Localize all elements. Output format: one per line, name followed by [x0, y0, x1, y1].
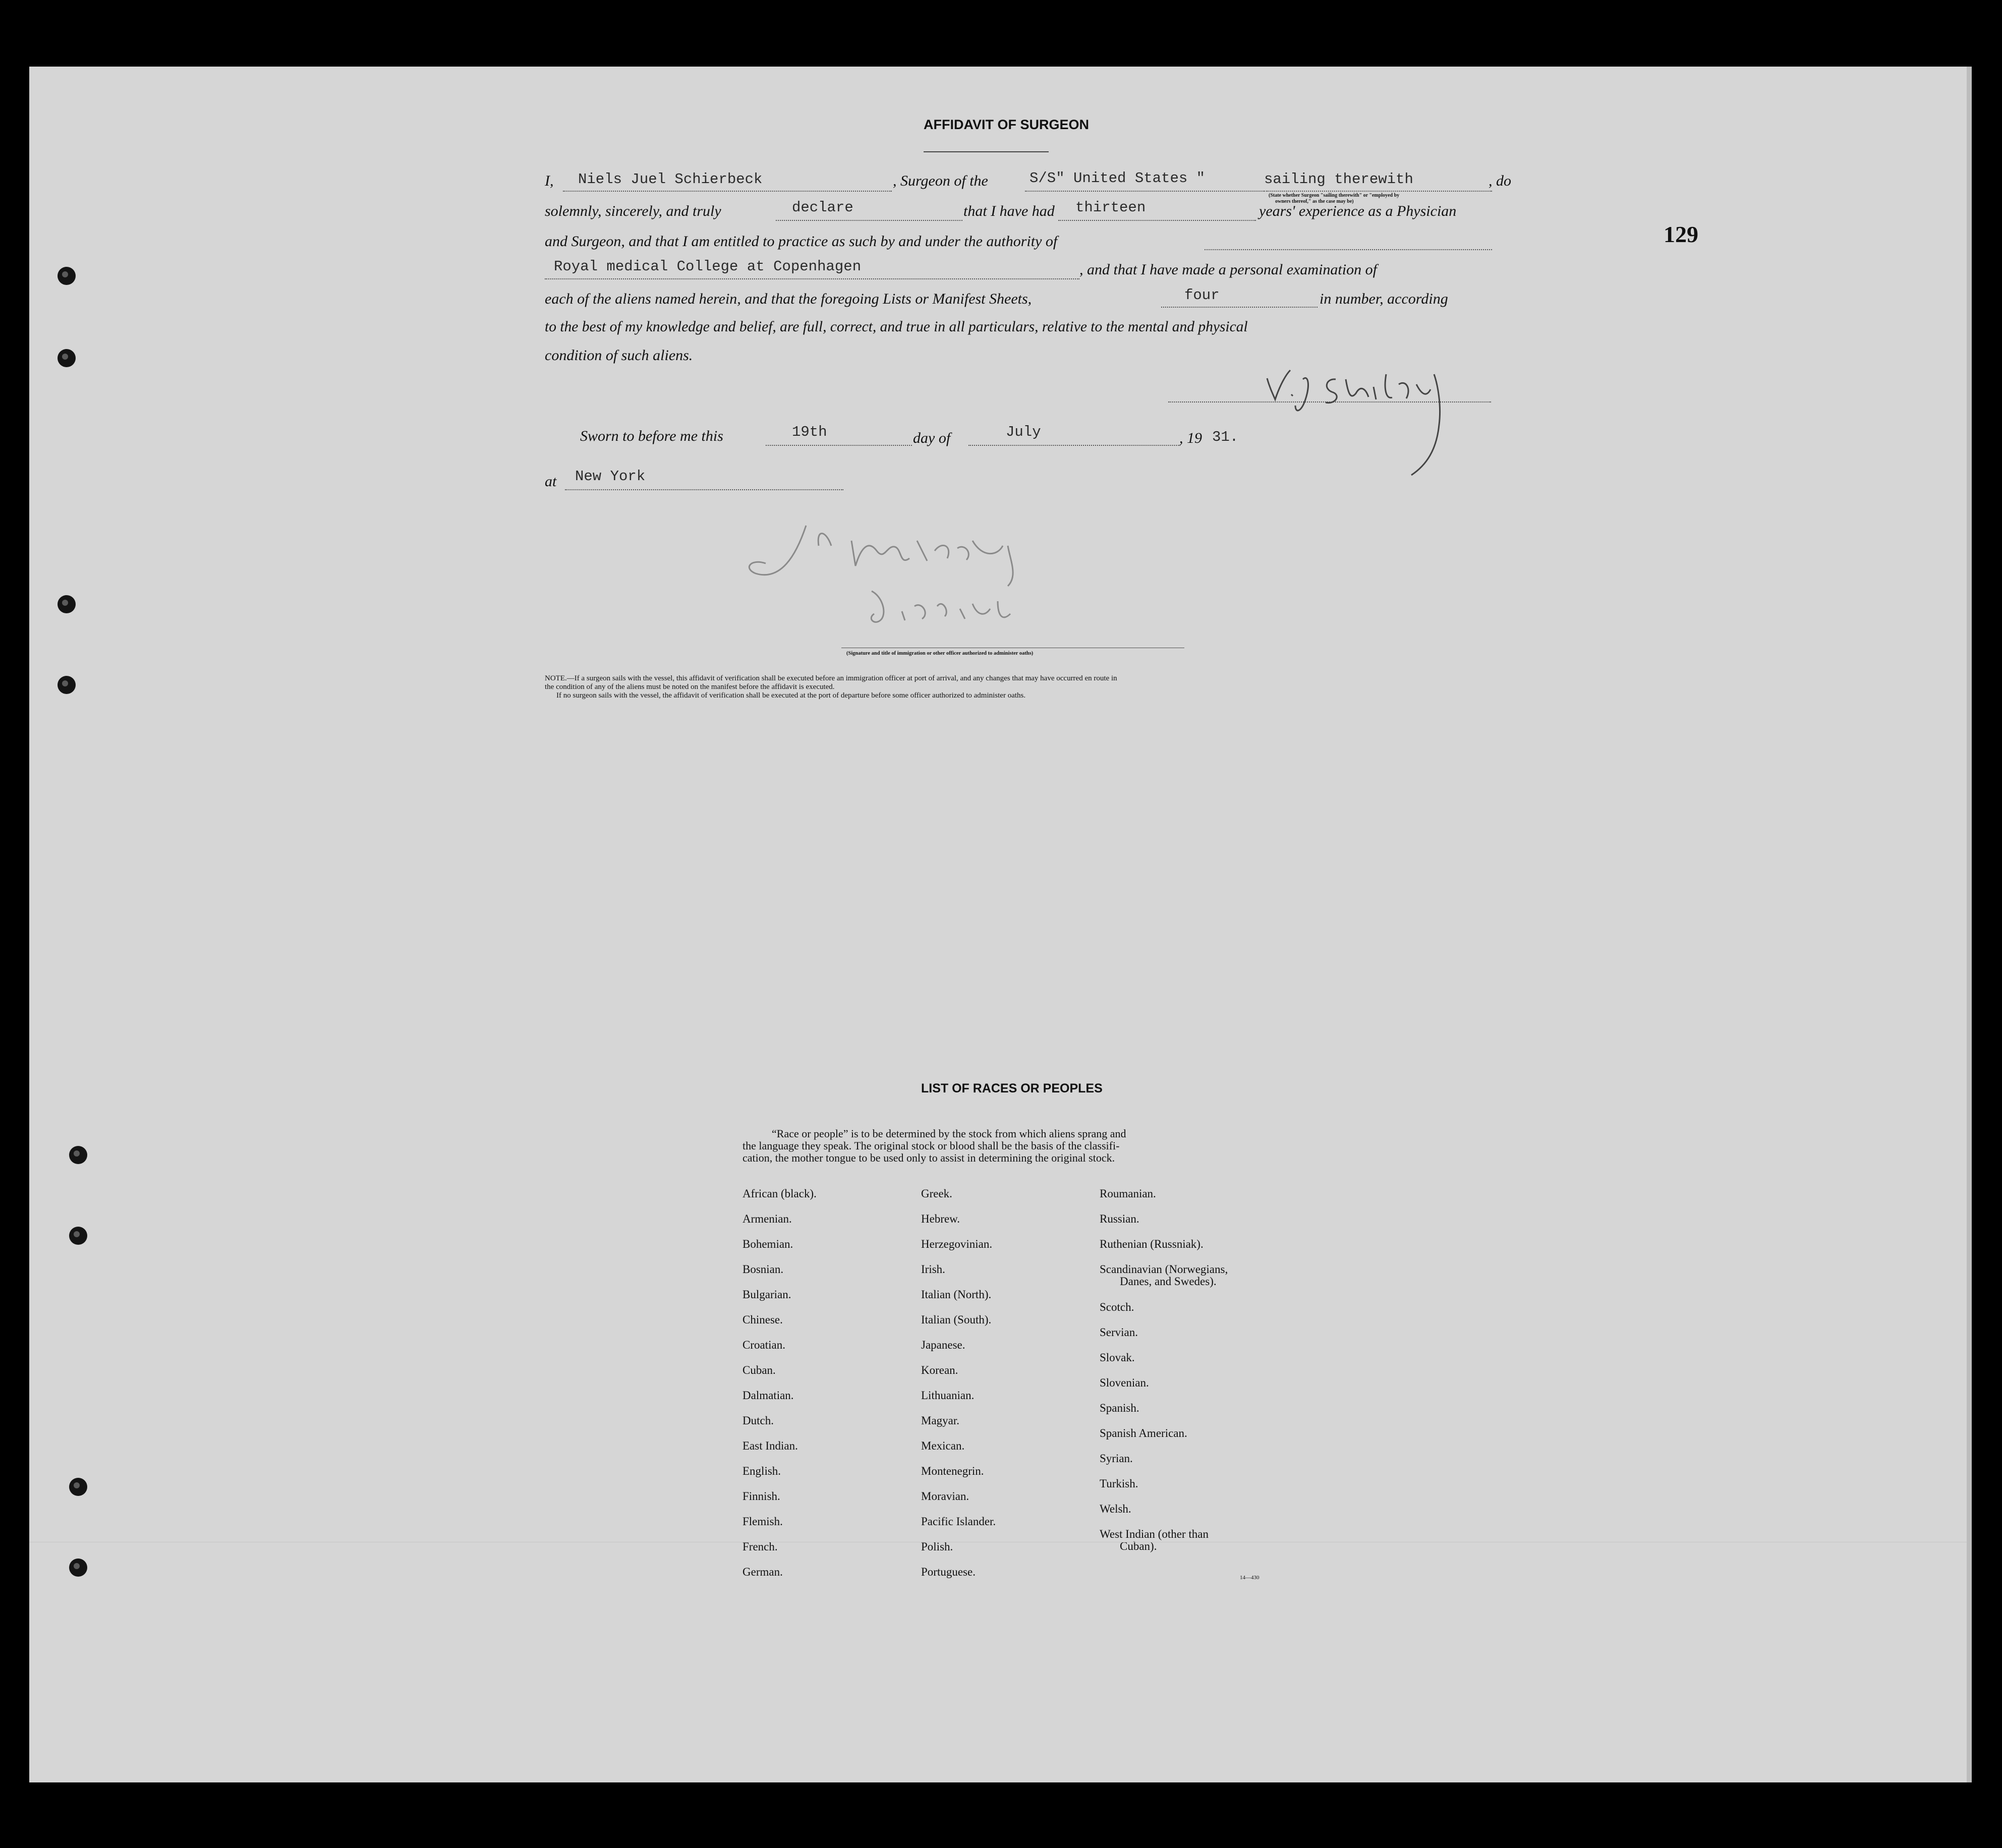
- years-count: thirteen: [1075, 199, 1146, 216]
- race-item: Moravian.: [921, 1490, 969, 1503]
- authority: Royal medical College at Copenhagen: [554, 258, 862, 275]
- race-item: Irish.: [921, 1263, 945, 1276]
- vessel-blank: [1025, 191, 1265, 192]
- race-item: Danes, and Swedes).: [1120, 1275, 1217, 1288]
- race-item: Ruthenian (Russniak).: [1100, 1238, 1204, 1250]
- affidavit-note-1: NOTE.—If a surgeon sails with the vessel, this affidavit of verification shall be executed before an immigration officer at port of arrival, and any changes that may have occurred en route in: [545, 674, 1117, 682]
- sworn-month-blank: [968, 445, 1180, 446]
- punch-hole: [69, 1146, 87, 1164]
- race-item: Welsh.: [1100, 1503, 1131, 1515]
- race-item: Korean.: [921, 1364, 958, 1376]
- punch-hole: [69, 1478, 87, 1496]
- race-item: Japanese.: [921, 1339, 965, 1351]
- sworn-day-blank: [766, 445, 912, 446]
- race-item: English.: [742, 1465, 781, 1477]
- vessel-name: S/S" United States ": [1029, 170, 1206, 187]
- race-item: Dutch.: [742, 1414, 774, 1427]
- race-item: Bulgarian.: [742, 1288, 791, 1301]
- race-item: Portuguese.: [921, 1566, 976, 1578]
- sworn-place-blank: [565, 489, 843, 490]
- race-item: Syrian.: [1100, 1452, 1133, 1465]
- races-intro: the language they speak. The original stock or blood shall be the basis of the classifi-: [742, 1139, 1120, 1152]
- race-item: Magyar.: [921, 1414, 960, 1427]
- race-item: Spanish American.: [1100, 1427, 1187, 1439]
- sheets-count: four: [1184, 287, 1220, 304]
- sworn-month: July: [1006, 424, 1041, 440]
- surgeon-name: Niels Juel Schierbeck: [578, 171, 763, 188]
- authority-blank-1: [1205, 249, 1492, 250]
- label-i: I,: [545, 172, 554, 189]
- title-underline: [924, 151, 1049, 152]
- race-item: Scandinavian (Norwegians,: [1100, 1263, 1228, 1276]
- declaration-blank: [776, 220, 962, 221]
- race-item: French.: [742, 1540, 778, 1553]
- label-years-exp: years' experience as a Physician: [1259, 203, 1457, 219]
- race-item: Hebrew.: [921, 1212, 960, 1225]
- form-code: 14—430: [1240, 1575, 1260, 1581]
- officer-caption: (Signature and title of immigration or other officer authorized to administer oaths): [846, 651, 1034, 656]
- races-title: LIST OF RACES OR PEOPLES: [921, 1081, 1103, 1095]
- affidavit-title: AFFIDAVIT OF SURGEON: [924, 117, 1089, 132]
- label-personal-exam: , and that I have made a personal examination of: [1079, 261, 1377, 278]
- label-year-prefix: , 19: [1179, 430, 1202, 446]
- label-each-alien: each of the aliens named herein, and that the foregoing Lists or Manifest Sheets,: [545, 291, 1032, 307]
- race-item: Italian (North).: [921, 1288, 992, 1301]
- punch-hole: [58, 676, 76, 694]
- race-item: Turkish.: [1100, 1477, 1138, 1490]
- race-item: Italian (South).: [921, 1313, 992, 1326]
- officer-signature: [735, 510, 1149, 662]
- race-item: Bohemian.: [742, 1238, 793, 1250]
- race-item: Cuban.: [742, 1364, 776, 1376]
- race-item: Spanish.: [1100, 1402, 1139, 1414]
- label-in-number: in number, according: [1320, 291, 1448, 307]
- label-have-had: that I have had: [963, 203, 1055, 219]
- sworn-place: New York: [575, 468, 646, 485]
- label-do: , do: [1489, 172, 1511, 189]
- race-item: Slovak.: [1100, 1351, 1135, 1364]
- race-item: Roumanian.: [1100, 1187, 1156, 1200]
- race-item: Greek.: [921, 1187, 952, 1200]
- race-item: Armenian.: [742, 1212, 792, 1225]
- label-and-surgeon: and Surgeon, and that I am entitled to practice as such by and under the authority of: [545, 233, 1058, 250]
- race-item: Polish.: [921, 1540, 953, 1553]
- race-item: Mexican.: [921, 1439, 965, 1452]
- affidavit-note-1b: the condition of any of the aliens must be noted on the manifest before the affidavit is executed.: [545, 683, 835, 691]
- label-solemnly: solemnly, sincerely, and truly: [545, 203, 721, 219]
- sailing-status: sailing therewith: [1264, 171, 1413, 188]
- race-item: Flemish.: [742, 1515, 783, 1528]
- sailing-blank: [1266, 191, 1492, 192]
- race-item: Croatian.: [742, 1339, 785, 1351]
- race-item: Montenegrin.: [921, 1465, 984, 1477]
- label-at: at: [545, 473, 557, 490]
- race-item: West Indian (other than: [1100, 1528, 1209, 1540]
- label-day-of: day of: [913, 430, 951, 446]
- label-condition: condition of such aliens.: [545, 347, 693, 364]
- race-item: Lithuanian.: [921, 1389, 975, 1402]
- sailing-note: owners thereof," as the case may be): [1275, 199, 1354, 204]
- races-intro: cation, the mother tongue to be used only to assist in determining the original stock.: [742, 1151, 1115, 1164]
- surgeon-name-blank: [563, 191, 892, 192]
- punch-hole: [58, 595, 76, 613]
- race-item: Servian.: [1100, 1326, 1138, 1339]
- race-item: Dalmatian.: [742, 1389, 794, 1402]
- race-item: Finnish.: [742, 1490, 780, 1503]
- race-item: Herzegovinian.: [921, 1238, 993, 1250]
- label-surgeon-of: , Surgeon of the: [893, 172, 988, 189]
- affidavit-note-2: If no surgeon sails with the vessel, the affidavit of verification shall be executed at the port of departure before some officer authorized to administer oaths.: [556, 691, 1026, 700]
- race-item: Scotch.: [1100, 1301, 1134, 1313]
- label-best-knowledge: to the best of my knowledge and belief, are full, correct, and true in all particulars, relative to the mental and physical: [545, 319, 1248, 335]
- declaration: declare: [792, 199, 853, 216]
- race-item: Slovenian.: [1100, 1376, 1149, 1389]
- punch-hole: [69, 1558, 87, 1577]
- punch-hole: [58, 349, 76, 367]
- race-item: African (black).: [742, 1187, 817, 1200]
- race-item: East Indian.: [742, 1439, 798, 1452]
- authority-blank-2: [545, 278, 1079, 279]
- race-item: Russian.: [1100, 1212, 1139, 1225]
- sworn-year: 31.: [1212, 429, 1239, 445]
- surgeon-signature: [1260, 364, 1472, 485]
- race-item: Bosnian.: [742, 1263, 784, 1276]
- race-item: Pacific Islander.: [921, 1515, 996, 1528]
- races-intro: “Race or people” is to be determined by the stock from which aliens sprang and: [772, 1127, 1126, 1140]
- race-item: Chinese.: [742, 1313, 783, 1326]
- page-number: 129: [1664, 221, 1698, 247]
- race-item: German.: [742, 1566, 783, 1578]
- sailing-note: (State whether Surgeon "sailing therewith" or "employed by: [1269, 193, 1400, 198]
- punch-hole: [58, 267, 76, 285]
- sheets-blank: [1161, 307, 1318, 308]
- document-page: [29, 67, 1972, 1782]
- label-sworn: Sworn to before me this: [580, 428, 723, 444]
- years-blank: [1058, 220, 1256, 221]
- sworn-day: 19th: [792, 424, 827, 440]
- punch-hole: [69, 1227, 87, 1245]
- race-item: Cuban).: [1120, 1540, 1157, 1552]
